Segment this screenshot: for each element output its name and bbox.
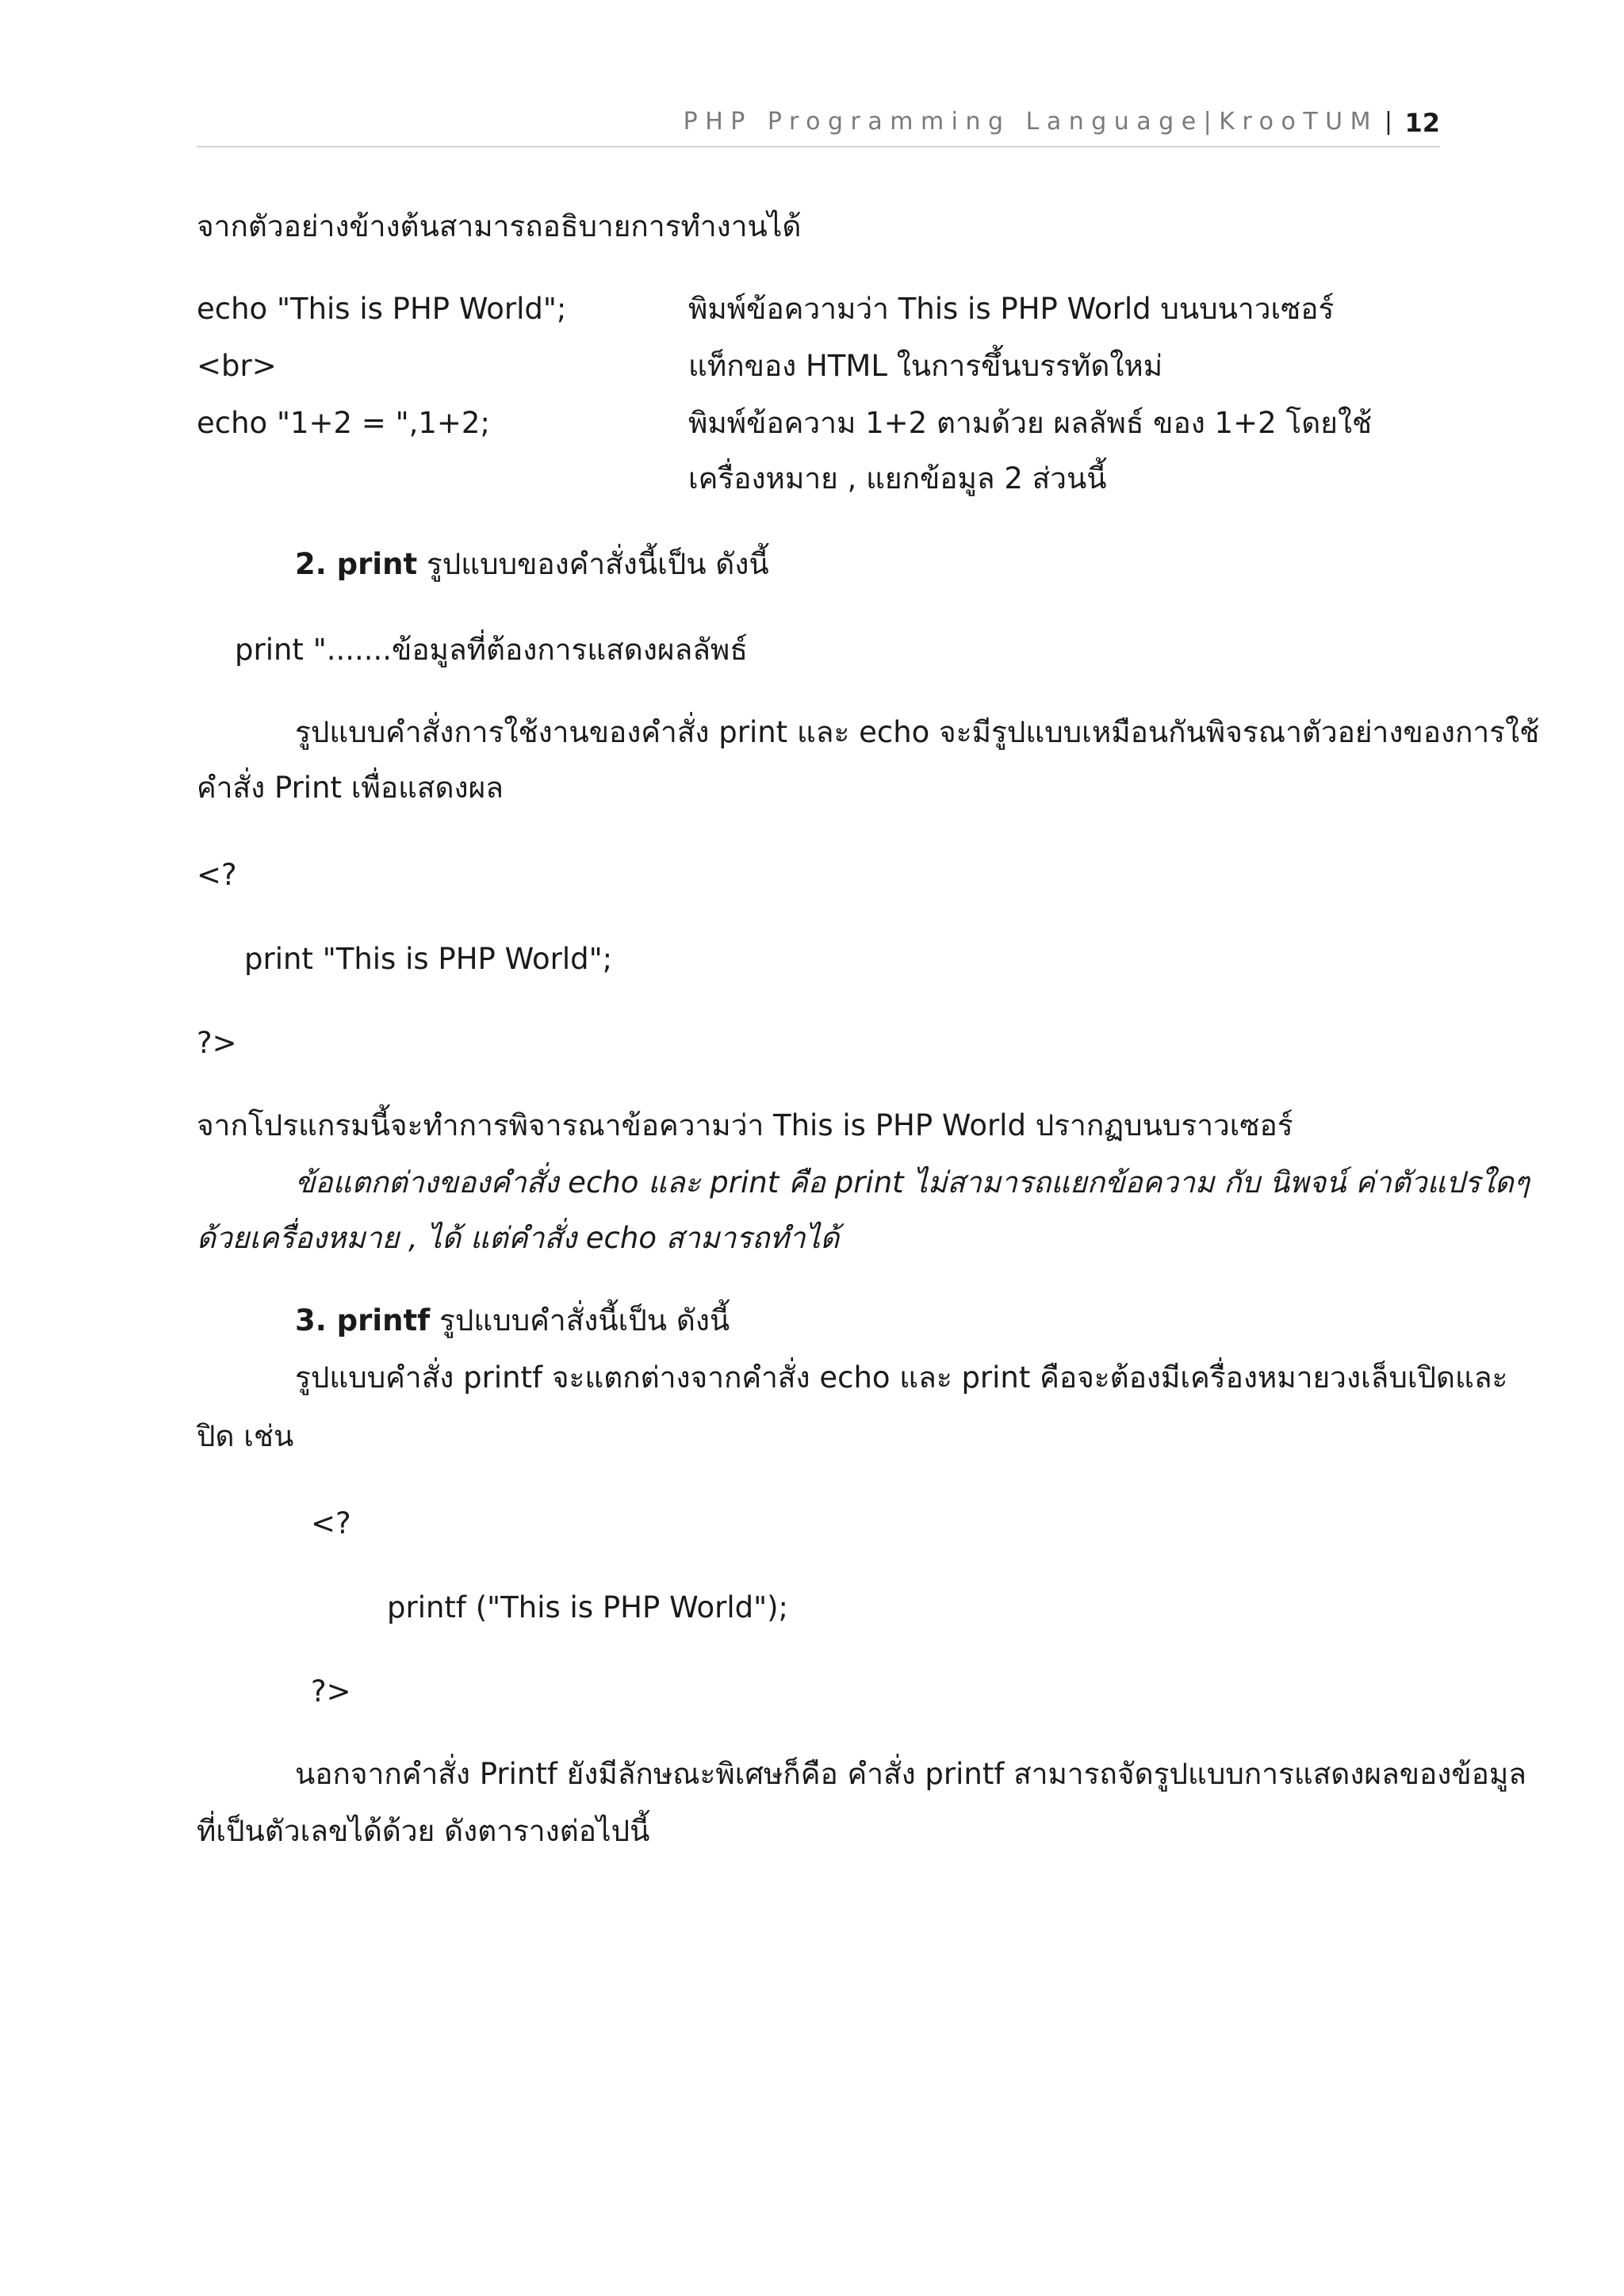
intro-text: จากตัวอย่างข้างต้นสามารถอธิบายการทำงานได้ <box>197 209 802 243</box>
page-header <box>197 101 1440 147</box>
example-desc-4: เครื่องหมาย , แยกข้อมูล 2 ส่วนนี้ <box>688 461 1107 496</box>
printf-paragraph2-line-1: นอกจากคำสั่ง Printf ยังมีลักษณะพิเศษก็คือ คำสั่ง printf สามารถจัดรูปแบบการแสดงผลของข้อมูล <box>295 1757 1526 1791</box>
printf-paragraph2-line-2: ที่เป็นตัวเลขได้ด้วย ดังตารางต่อไปนี้ <box>197 1814 650 1848</box>
header-title: PHP Programming Language|KrooTUM <box>683 108 1378 136</box>
header-separator: | <box>1384 108 1392 136</box>
printf-code-close: ?> <box>311 1674 351 1709</box>
print-code-body: print "This is PHP World"; <box>244 942 613 976</box>
print-result-text: จากโปรแกรมนี้จะทำการพิจารณาข้อความว่า This is PHP World ปรากฏบนบราวเซอร์ <box>197 1108 1293 1142</box>
section-3-heading-label: 3. printf <box>295 1303 431 1337</box>
page-number: 12 <box>1404 108 1440 138</box>
print-code-close: ?> <box>197 1026 237 1060</box>
section-2-heading-label: 2. print <box>295 547 418 581</box>
printf-paragraph-line-2: ปิด เช่น <box>197 1419 294 1453</box>
print-paragraph-line-2: คำสั่ง Print เพื่อแสดงผล <box>197 771 504 805</box>
section-2-heading-text: รูปแบบของคำสั่งนี้เป็น ดังนี้ <box>417 547 769 581</box>
print-paragraph-line-1: รูปแบบคำสั่งการใช้งานของคำสั่ง print และ echo จะมีรูปแบบเหมือนกันพิจรณาตัวอย่างของการใช้ <box>295 715 1540 749</box>
print-code-open: <? <box>197 858 237 892</box>
printf-paragraph-line-1: รูปแบบคำสั่ง printf จะแตกต่างจากคำสั่ง echo และ print คือจะต้องมีเครื่องหมายวงเล็บเปิดและ <box>295 1360 1508 1395</box>
section-2-heading <box>295 545 769 584</box>
printf-code-open: <? <box>311 1506 351 1540</box>
print-note-line-2: ด้วยเครื่องหมาย , ได้ แต่คำสั่ง echo สามารถทำได้ <box>197 1221 840 1255</box>
section-3-heading <box>295 1302 730 1340</box>
example-code-2: <br> <box>197 349 277 383</box>
printf-code-body: printf ("This is PHP World"); <box>387 1590 789 1624</box>
example-code-3: echo "1+2 = ",1+2; <box>197 406 490 440</box>
example-desc-3: พิมพ์ข้อความ 1+2 ตามด้วย ผลลัพธ์ ของ 1+2 โดยใช้ <box>688 406 1373 440</box>
print-note-line-1: ข้อแตกต่างของคำสั่ง echo และ print คือ print ไม่สามารถแยกข้อความ กับ นิพจน์ ค่าตัวแปรใดๆ <box>295 1165 1530 1200</box>
example-desc-2: แท็กของ HTML ในการขึ้นบรรทัดใหม่ <box>688 349 1163 383</box>
example-code-1: echo "This is PHP World"; <box>197 292 567 326</box>
example-desc-1: พิมพ์ข้อความว่า This is PHP World บนบนาวเซอร์ <box>688 292 1335 326</box>
print-syntax: print ".......ข้อมูลที่ต้องการแสดงผลลัพธ์ <box>235 633 748 667</box>
section-3-heading-text: รูปแบบคำสั่งนี้เป็น ดังนี้ <box>430 1303 730 1337</box>
